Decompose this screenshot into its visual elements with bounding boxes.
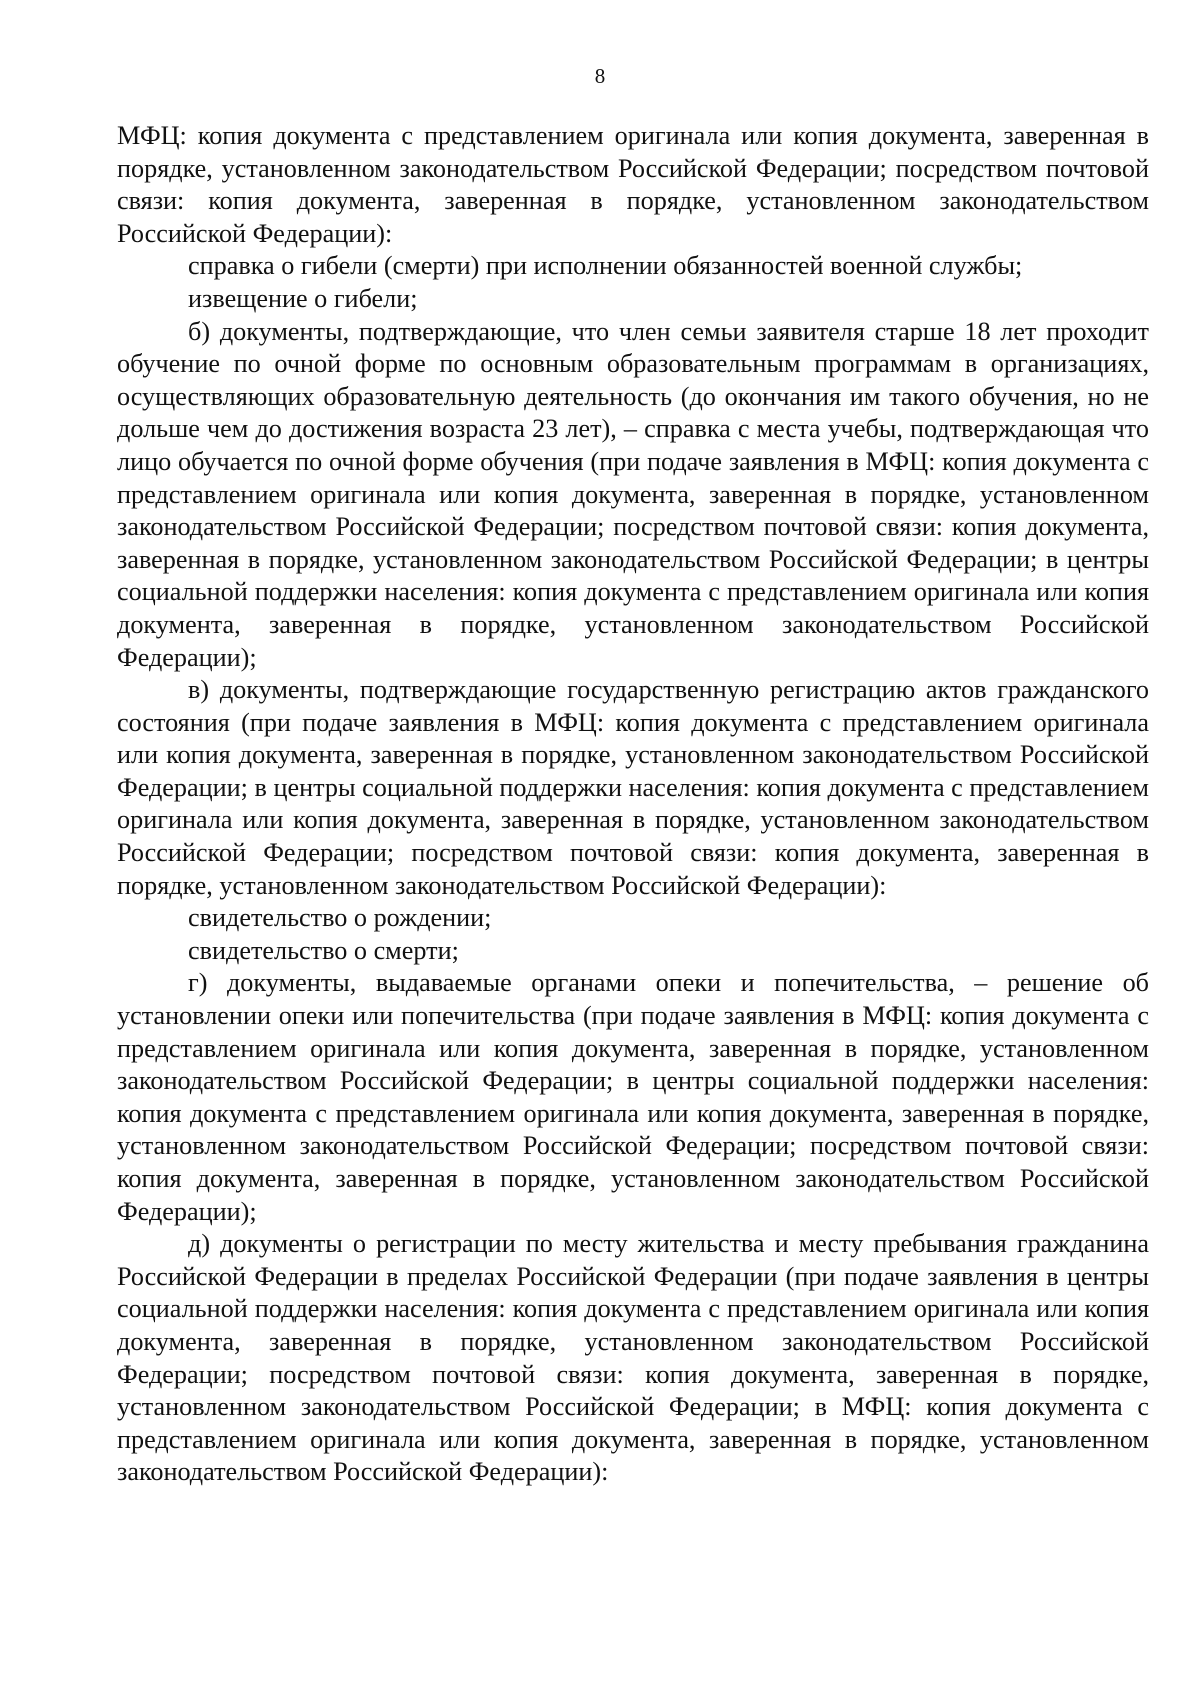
paragraph-item-g: г) документы, выдаваемые органами опеки и попечительства, – решение об установлении опеки или попечительства (при подаче заявления в МФЦ: копия документа с представлением оригинала или копия документа, заверенная в порядке, установленном законодательством Российской Федерации; в центры социальной поддержки населения: копия документа с представлением оригинала или копия документа, заверенная в порядке, установленном законодательством Российской Федерации; посредством почтовой связи: копия документа, заверенная в порядке, установленном законодательством Российской Федерации); [117, 968, 1149, 1226]
paragraph-item-v: в) документы, подтверждающие государственную регистрацию актов гражданского состояния (при подаче заявления в МФЦ: копия документа с представлением оригинала или копия документа, заверенная в порядке, установленном законодательством Российской Федерации; в центры социальной поддержки населения: копия документа с представлением оригинала или копия документа, заверенная в порядке, установленном законодательством Российской Федерации; посредством почтовой связи: копия документа, заверенная в порядке, установленном законодательством Российской Федерации): [117, 675, 1149, 900]
paragraph-birth-certificate: свидетельство о рождении; [188, 903, 492, 933]
paragraph-item-b: б) документы, подтверждающие, что член семьи заявителя старше 18 лет проходит обучение по очной форме по основным образовательным программам в организациях, осуществляющих образовательную деятельность (до окончания им такого обучения, но не дольше чем до достижения возраста 23 лет), – справка с места учебы, подтверждающая что лицо обучается по очной форме обучения (при подаче заявления в МФЦ: копия документа с представлением оригинала или копия документа, заверенная в порядке, установленном законодательством Российской Федерации; посредством почтовой связи: копия документа, заверенная в порядке, установленном законодательством Российской Федерации; в центры социальной поддержки населения: копия документа с представлением оригинала или копия документа, заверенная в порядке, установленном законодательством Российской Федерации); [117, 316, 1149, 672]
page-number: 8 [594, 64, 606, 88]
paragraph-death-certificate: свидетельство о смерти; [188, 935, 459, 965]
paragraph-death-certificate-military: справка о гибели (смерти) при исполнении обязанностей военной службы; [188, 251, 1023, 281]
document-body [117, 120, 1149, 1489]
paragraph-item-d: д) документы о регистрации по месту жительства и месту пребывания гражданина Российской Федерации в пределах Российской Федерации (при подаче заявления в центры социальной поддержки населения: копия документа с представлением оригинала или копия документа, заверенная в порядке, установленном законодательством Российской Федерации; посредством почтовой связи: копия документа, заверенная в порядке, установленном законодательством Российской Федерации; в МФЦ: копия документа с представлением оригинала или копия документа, заверенная в порядке, установленном законодательством Российской Федерации): [117, 1229, 1149, 1487]
paragraph-continuation: МФЦ: копия документа с представлением оригинала или копия документа, заверенная в порядке, установленном законодательством Российской Федерации; посредством почтовой связи: копия документа, заверенная в порядке, установленном законодательством Российской Федерации): [117, 121, 1149, 248]
paragraph-death-notice: извещение о гибели; [188, 283, 418, 313]
